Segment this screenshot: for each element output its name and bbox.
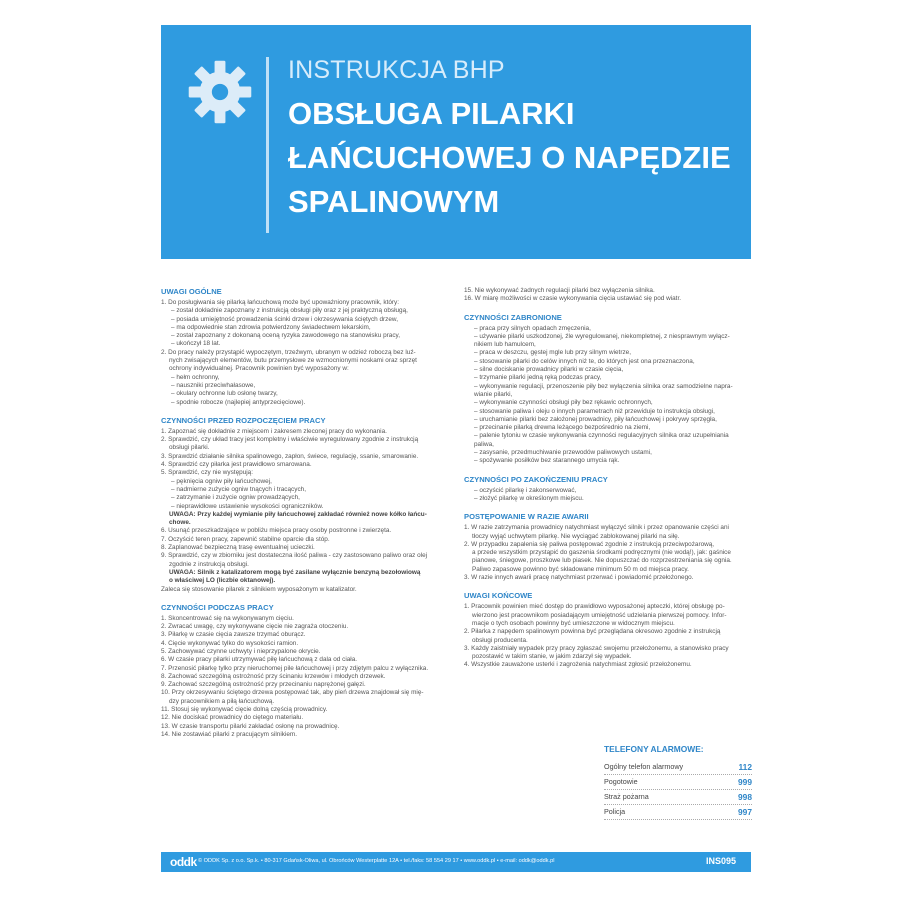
during-list-continued — [464, 287, 752, 304]
list-item: – stosowanie pilarki do celów innych niż te, do których jest ona przeznaczona, — [474, 357, 695, 365]
list-item: paliwa, — [474, 440, 494, 448]
list-item: 13. W czasie transportu pilarki zakładać osłonę na prowadnicę. — [161, 722, 340, 730]
phone-row — [604, 775, 752, 790]
list-item: – zasysanie, przedmuchiwanie przewodów paliwowych ustami, — [474, 449, 652, 457]
list-item: – spodnie robocze (najlepiej antyprzecięciowe). — [171, 398, 306, 406]
list-item: 11. Stosuj się wykonywać cięcie dolną częścią prowadnicy. — [161, 706, 328, 714]
list-item: – silne dociskanie prowadnicy pilarki w czasie cięcia, — [474, 366, 624, 374]
list-item: 14. Nie zostawiać pilarki z pracującym silnikiem. — [161, 730, 298, 738]
list-item: 1. Skoncentrować się na wykonywanym cięciu. — [161, 614, 294, 622]
list-item: nikiem lub hamulcem, — [474, 341, 536, 349]
list-item: 6. W czasie pracy pilarki utrzymywać piłę łańcuchową z dala od ciała. — [161, 656, 358, 664]
list-item: obsługi pilarki. — [169, 444, 210, 452]
during-list — [161, 615, 453, 739]
before-list — [161, 428, 453, 594]
list-item: – nauszniki przeciwhałasowe, — [171, 381, 256, 389]
emergency-phones — [604, 744, 752, 820]
list-item: tłoczy wyjąć uchwytem pilarkę. Nie wyciągać zablokowanej pilarki na siłę. — [472, 532, 680, 540]
list-item: – używanie pilarki uszkodzonej, źle wyregulowanej, niekompletnej, z niesprawnym wyłącz- — [474, 332, 730, 340]
list-item-warning: UWAGA: Silnik z katalizatorem mogą być zasilane wyłącznie benzyną bezołowiową — [169, 568, 421, 576]
footer-contact: © ODDK Sp. z o.o. Sp.k. • 80-317 Gdańsk-Oliwa, ul. Obrońców Westerplatte 12A • tel./faks: 58 554 29 17 • www.oddk.pl • e-mail: oddk@oddk.pl — [198, 858, 555, 864]
phone-row — [604, 805, 752, 820]
title-line: SPALINOWYM — [288, 184, 500, 219]
list-item: 4. Wszystkie zauważone usterki i zagrożenia natychmiast zgłosić przełożonemu. — [464, 661, 692, 669]
list-item: 4. Sprawdzić czy piłarka jest prawidłowo smarowana. — [161, 461, 312, 469]
list-item: – ukończył 18 lat. — [171, 340, 221, 348]
list-item: 2. W przypadku zapalenia się paliwa postępować zgodnie z instrukcją przeciwpożarową, — [464, 540, 715, 548]
list-item: 6. Usunąć przeszkadzające w pobliżu miejsca pracy osoby postronne i zwierzęta. — [161, 527, 392, 535]
list-item-warning: UWAGA: Przy każdej wymianie piły łańcuchowej zakładać również nowe kółko łańcu- — [169, 510, 427, 518]
list-item: 16. W miarę możliwości w czasie wykonywania cięcia ustawiać się pod wiatr. — [464, 295, 682, 303]
phone-label: Ogólny telefon alarmowy — [604, 762, 684, 771]
list-item: 1. Do posługiwania się pilarką łańcuchową może być upoważniony pracownik, który: — [161, 299, 399, 306]
list-item: – przecinanie pilarką drewna leżącego bezpośrednio na ziemi, — [474, 424, 651, 432]
list-item: – ma odpowiednie stan zdrowia potwierdzony świadectwem lekarskim, — [171, 323, 371, 331]
list-item: – stosowanie paliwa i oleju o innych parametrach niż przewiduje to instrukcja obsługi, — [474, 407, 715, 415]
document-code: INS095 — [706, 856, 737, 866]
list-item: obsługi producenta. — [472, 636, 528, 644]
list-item: 9. Sprawdzić, czy w zbiorniku jest dostateczna ilość paliwa - czy zastosowano paliwo oraz olej — [161, 552, 428, 560]
list-item: – wykonywanie regulacji, przenoszenie piły bez wyłączenia silnika oraz samodzielne napra- — [474, 382, 733, 390]
list-item: 10. Przy okrzesywaniu ściętego drzewa postępować tak, aby pień drzewa znajdował się mię- — [161, 689, 424, 697]
list-item: 8. Zachować szczególną ostrożność przy ścinaniu krzewów i młodych drzewek. — [161, 672, 386, 680]
list-item: – palenie tytoniu w czasie wykonywania czynności regulacyjnych silnika oraz uzupełniania — [474, 432, 729, 440]
list-item: 3. W razie innych awarii pracę natychmiast przerwać i powiadomić przełożonego. — [464, 574, 694, 582]
list-item: – hełm ochronny, — [171, 373, 220, 381]
footer-logo: oddk — [170, 855, 197, 869]
list-item: Zaleca się stosowanie pilarek z silnikiem wyposażonym w katalizator. — [161, 585, 357, 593]
list-item: – złożyć pilarkę w określonym miejscu. — [474, 494, 584, 502]
title-line: ŁAŃCUCHOWEJ O NAPĘDZIE — [288, 140, 731, 175]
right-column — [464, 287, 752, 679]
list-item: 7. Przenosić piłarkę tylko przy nieruchomej pile łańcuchowej i przy zdjętym palcu z wyłącznika. — [161, 664, 429, 672]
list-item: 1. Zapoznać się dokładnie z miejscem i zakresem zleconej pracy do wykonania. — [161, 427, 387, 435]
list-item: nych zwisających elementów, butu przemysłowe ze wzmocnionymi noskami oraz sprzęt — [169, 357, 417, 365]
list-item: 7. Oczyścić teren pracy, zapewnić stabilne oparcie dla stóp. — [161, 535, 330, 543]
list-item: 8. Zaplanować bezpieczną trasę ewentualnej ucieczki. — [161, 544, 315, 552]
section-title-general: UWAGI OGÓLNE — [161, 287, 222, 296]
list-item: – okulary ochronne lub osłonę twarzy, — [171, 390, 278, 398]
list-item: 4. Cięcie wykonywać tylko do wysokości ramion. — [161, 639, 299, 647]
list-item: – zatrzymanie i zużycie ogniw prowadzących, — [171, 494, 300, 502]
list-item: – uruchamianie pilarki bez założonej prowadnicy, piły łańcuchowej i pokrywy sprzęgła, — [474, 415, 717, 423]
list-item: 9. Zachować szczególną ostrożność przy przecinaniu naprężonej gałęzi. — [161, 681, 366, 689]
list-item: a przede wszystkim przystąpić do gaszenia środkami podręcznymi (nie wodą!), jak: gaśnice — [472, 549, 731, 557]
list-item: – praca w deszczu, gęstej mgle lub przy silnym wietrze, — [474, 349, 631, 357]
list-item-warning: o właściwej LO (liczbie oktanowej). — [169, 577, 276, 585]
phone-label: Straż pożarna — [604, 792, 649, 801]
page-title — [288, 92, 738, 224]
phone-number: 112 — [738, 762, 752, 772]
left-column — [161, 287, 453, 748]
list-item: 3. Piłarkę w czasie cięcia zawsze trzymać oburącz. — [161, 631, 306, 639]
list-item: – pęknięcia ogniw piły łańcuchowej, — [171, 477, 272, 485]
section-title-final: UWAGI KOŃCOWE — [464, 591, 533, 601]
list-item-warning: chowe. — [169, 519, 191, 527]
final-list — [464, 603, 752, 669]
list-item: pozostawić w takim stanie, w jakim zdarzył się wypadek. — [472, 653, 632, 661]
phone-label: Pogotowie — [604, 777, 638, 786]
phones-title: TELEFONY ALARMOWE: — [604, 744, 704, 754]
list-item: zgodnie z instrukcją obsługi. — [169, 560, 249, 568]
general-list — [161, 299, 453, 407]
list-item: 1. W razie zatrzymania prowadnicy natychmiast wyłączyć silnik i przez opanowanie części ani — [464, 524, 729, 532]
phone-number: 997 — [738, 807, 752, 817]
list-item: dzy pracownikiem a piłą łańcuchową. — [169, 697, 275, 705]
list-item: pianowe, śniegowe, proszkowe lub piasek. Nie dopuszczać do rozprzestrzeniania się ognia. — [472, 557, 732, 565]
section-title-during: CZYNNOŚCI PODCZAS PRACY — [161, 602, 274, 612]
list-item: – trzymanie pilarki jedną ręką podczas pracy, — [474, 374, 602, 382]
forbidden-list — [464, 325, 752, 466]
list-item: wierzono jest pracownikom posiadającym umiejętność udzielania pierwszej pomocy. Infor- — [472, 611, 727, 619]
list-item: – został dokładnie zapoznany z instrukcją obsługi piły oraz z jej praktyczną obsługą, — [171, 307, 408, 315]
list-item: 2. Do pracy należy przystąpić wypoczętym, trzeźwym, ubranym w odzież roboczą bez luź- — [161, 348, 416, 356]
header-kicker: INSTRUKCJA BHP — [288, 56, 505, 84]
section-title-emergency: POSTĘPOWANIE W RAZIE AWARII — [464, 512, 589, 522]
list-item: – nieprawidłowe ustawienie wysokości ograniczników. — [171, 502, 324, 510]
gear-icon — [186, 58, 254, 126]
list-item: ochrony indywidualnej. Pracownik powinien być wyposażony w: — [169, 365, 349, 373]
list-item: 2. Sprawdzić, czy układ tracy jest kompletny i właściwie wyregulowany zgodnie z instrukcją — [161, 436, 419, 444]
list-item: 15. Nie wykonywać żadnych regulacji pilarki bez wyłączenia silnika. — [464, 287, 655, 294]
list-item: – praca przy silnych opadach zmęczenia, — [474, 324, 591, 332]
list-item: – spożywanie posiłków bez starannego umycia rąk. — [474, 457, 620, 465]
emergency-list — [464, 524, 752, 582]
list-item: – wykonywanie czynności obsługi piły bez rękawic ochronnych, — [474, 399, 653, 407]
section-title-before: CZYNNOŚCI PRZED ROZPOCZĘCIEM PRACY — [161, 415, 326, 425]
list-item: – oczyścić pilarkę i zakonserwować, — [474, 486, 577, 494]
section-title-forbidden: CZYNNOŚCI ZABRONIONE — [464, 312, 562, 322]
list-item: wianie pilarki, — [474, 390, 513, 398]
list-item: – został zapoznany z dokonaną oceną ryzyka zawodowego na stanowisku pracy, — [171, 332, 401, 340]
list-item: macje o tych osobach powinny być umieszczone w widocznym miejscu. — [472, 619, 675, 627]
list-item: 5. Sprawdzić, czy nie występują: — [161, 469, 253, 477]
phone-row — [604, 790, 752, 805]
phone-number: 998 — [738, 792, 752, 802]
header-divider — [266, 57, 269, 233]
list-item: 5. Zachowywać czynne uchwyty i nieprzypalone okrycie. — [161, 647, 321, 655]
phone-number: 999 — [738, 777, 752, 787]
list-item: 2. Zwracać uwagę, czy wykonywane cięcie nie zagraża otoczeniu. — [161, 623, 349, 631]
list-item: – posiada umiejętność prowadzenia ścinki drzew i okrzesywania ściętych drzew, — [171, 315, 398, 323]
list-item: Paliwo zapasowe powinno być składowane minimum 50 m od miejsca pracy. — [472, 565, 689, 573]
list-item: 1. Pracownik powinien mieć dostęp do prawidłowo wyposażonej apteczki, której obsługę po- — [464, 603, 725, 611]
list-item: 12. Nie dociskać prowadnicy do ciętego materiału. — [161, 714, 304, 722]
after-list — [464, 487, 752, 504]
list-item: – nadmierne zużycie ogniw tnących i tracących, — [171, 485, 306, 493]
title-line: OBSŁUGA PILARKI — [288, 96, 575, 131]
phone-row — [604, 760, 752, 775]
section-title-after: CZYNNOŚCI PO ZAKOŃCZENIU PRACY — [464, 474, 608, 484]
list-item: 3. Sprawdzić działanie silnika spalinowego, zapłon, świece, regulację, ssanie, smarowanie. — [161, 452, 419, 460]
list-item: 2. Piłarka z napędem spalinowym powinna być przeglądana okresowo zgodnie z instrukcją — [464, 628, 721, 636]
list-item: 3. Każdy zaistniały wypadek przy pracy zgłaszać swojemu przełożonemu, a stanowisko pracy — [464, 644, 729, 652]
phone-label: Policja — [604, 807, 626, 816]
